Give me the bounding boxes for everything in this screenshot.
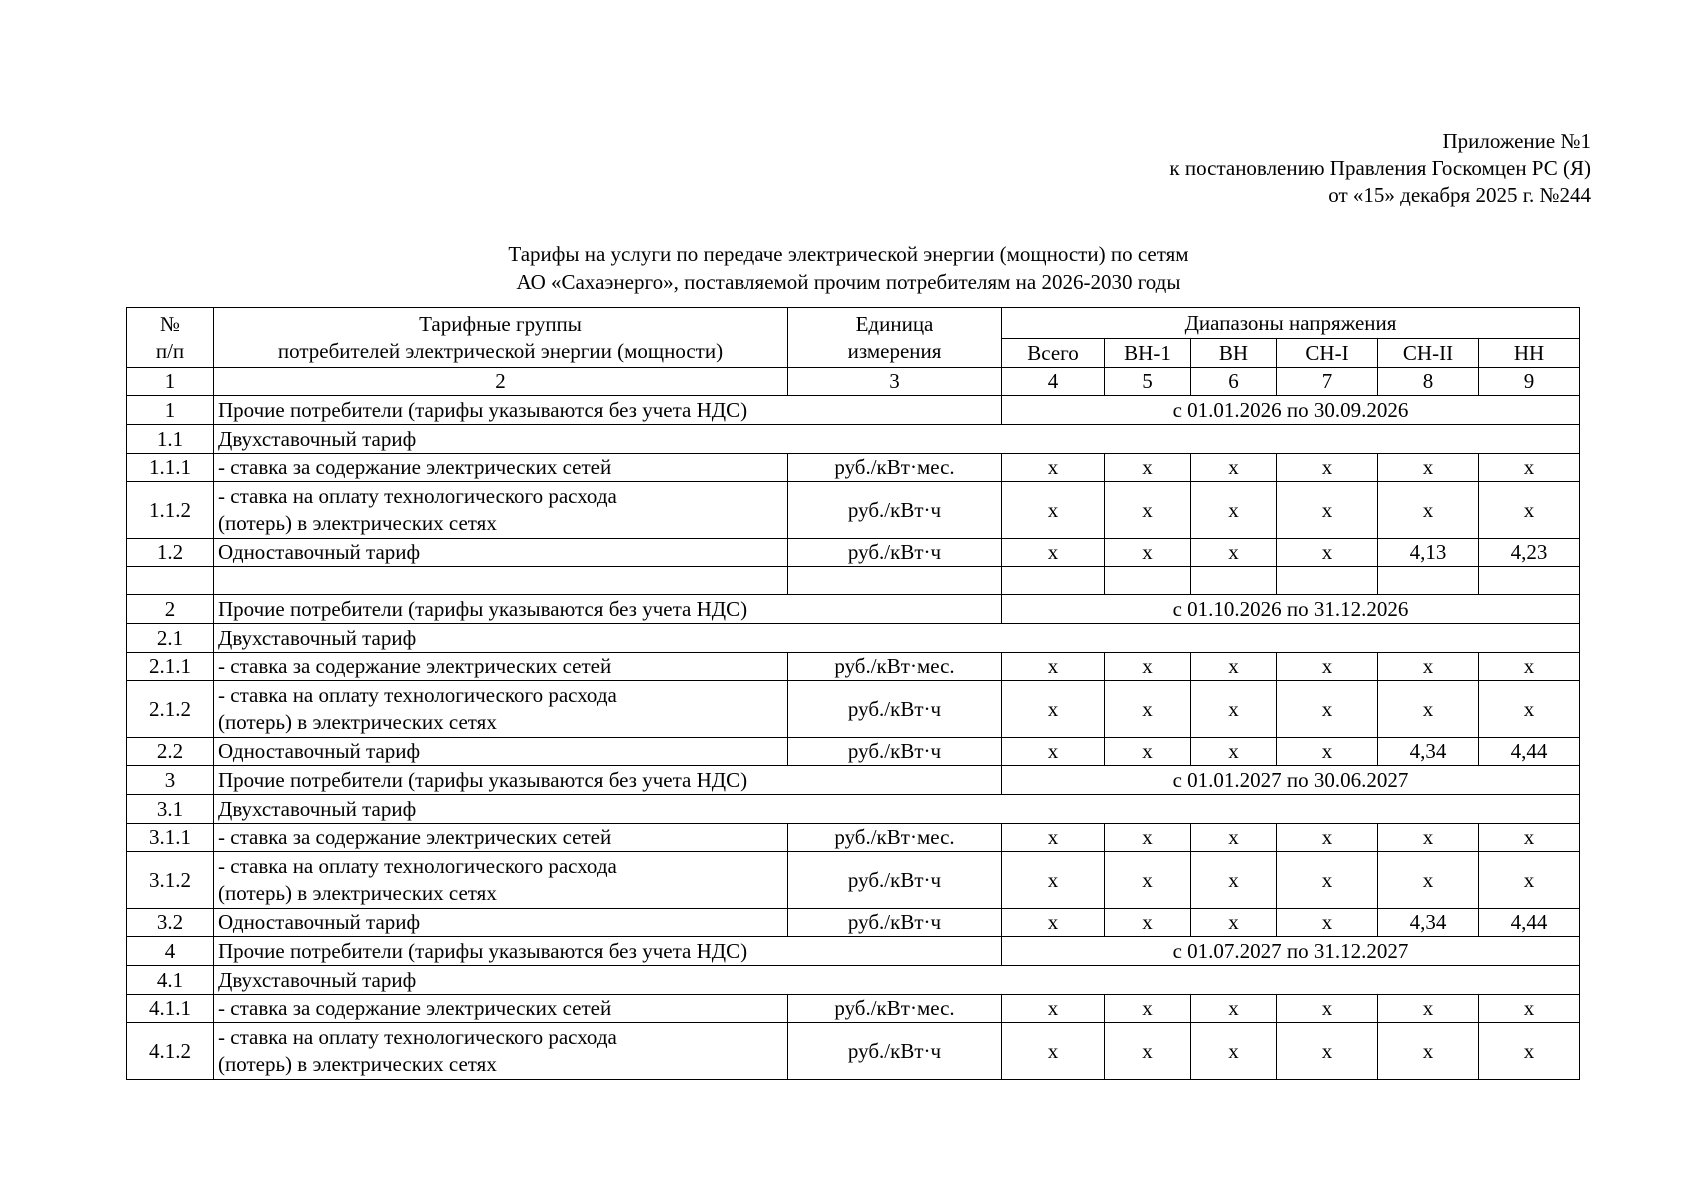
- column-index: 8: [1378, 368, 1479, 396]
- rate-value: х: [1479, 1023, 1580, 1080]
- one-rate-value: 4,44: [1479, 909, 1580, 937]
- range-column-header: НН: [1479, 339, 1580, 368]
- section-title: Прочие потребители (тарифы указываются без учета НДС): [214, 396, 1002, 425]
- rate-value: х: [1105, 454, 1191, 482]
- rate-value: х: [1191, 852, 1277, 909]
- one-rate-value: х: [1002, 539, 1105, 567]
- two-rate-row: [127, 966, 1580, 995]
- rate-value: х: [1191, 653, 1277, 681]
- rate-description-line-1: - ставка на оплату технологического расхода: [218, 1025, 617, 1049]
- tariff-rate-row: [127, 995, 1580, 1023]
- section-period: с 01.07.2027 по 31.12.2027: [1002, 937, 1580, 966]
- rate-description: [214, 681, 788, 738]
- one-rate-label: Одноставочный тариф: [214, 909, 788, 937]
- rate-value: х: [1277, 653, 1378, 681]
- one-rate-value: х: [1191, 539, 1277, 567]
- rate-description-line-2: (потерь) в электрических сетях: [218, 710, 497, 734]
- empty-cell: [1277, 567, 1378, 595]
- rate-unit: руб./кВт·ч: [788, 1023, 1002, 1080]
- section-number: 2: [127, 595, 214, 624]
- two-rate-number: 2.1: [127, 624, 214, 653]
- rate-description: [214, 824, 788, 852]
- rate-value: х: [1191, 482, 1277, 539]
- one-rate-number: 3.2: [127, 909, 214, 937]
- header-number-line-1: №: [159, 311, 181, 336]
- two-rate-number: 3.1: [127, 795, 214, 824]
- rate-value: х: [1277, 1023, 1378, 1080]
- tariff-table: [126, 307, 1580, 1080]
- rate-value: х: [1277, 852, 1378, 909]
- rate-value: х: [1378, 995, 1479, 1023]
- rate-description-line-1: - ставка на оплату технологического расхода: [218, 484, 617, 508]
- section-period: с 01.01.2027 по 30.06.2027: [1002, 766, 1580, 795]
- one-rate-value: х: [1002, 909, 1105, 937]
- section-period: с 01.10.2026 по 31.12.2026: [1002, 595, 1580, 624]
- one-rate-row: [127, 738, 1580, 766]
- rate-description-line-2: (потерь) в электрических сетях: [218, 1052, 497, 1076]
- one-rate-value: 4,34: [1378, 909, 1479, 937]
- section-row: [127, 937, 1580, 966]
- tariff-rate-row: [127, 1023, 1580, 1080]
- rate-description: [214, 995, 788, 1023]
- rate-description: [214, 852, 788, 909]
- rate-number: 4.1.1: [127, 995, 214, 1023]
- rate-number: 1.1.2: [127, 482, 214, 539]
- rate-value: х: [1378, 482, 1479, 539]
- empty-cell: [127, 567, 214, 595]
- rate-value: х: [1191, 1023, 1277, 1080]
- one-rate-value: 4,44: [1479, 738, 1580, 766]
- rate-number: 1.1.1: [127, 454, 214, 482]
- one-rate-value: х: [1277, 909, 1378, 937]
- two-rate-row: [127, 624, 1580, 653]
- two-rate-label: Двухставочный тариф: [214, 425, 1580, 454]
- tariff-rate-row: [127, 824, 1580, 852]
- rate-value: х: [1002, 1023, 1105, 1080]
- section-row: [127, 396, 1580, 425]
- rate-value: х: [1479, 681, 1580, 738]
- one-rate-row: [127, 909, 1580, 937]
- rate-value: х: [1191, 824, 1277, 852]
- rate-unit: руб./кВт·мес.: [788, 653, 1002, 681]
- section-title: Прочие потребители (тарифы указываются без учета НДС): [214, 937, 1002, 966]
- one-rate-value: х: [1277, 539, 1378, 567]
- tariff-rate-row: [127, 454, 1580, 482]
- rate-value: х: [1277, 482, 1378, 539]
- range-column-header: ВН: [1191, 339, 1277, 368]
- rate-value: х: [1105, 681, 1191, 738]
- header-number-line-2: п/п: [155, 338, 185, 363]
- one-rate-value: х: [1277, 738, 1378, 766]
- rate-value: х: [1378, 852, 1479, 909]
- rate-value: х: [1191, 995, 1277, 1023]
- rate-description-line-1: - ставка за содержание электрических сетей: [218, 455, 612, 479]
- two-rate-row: [127, 795, 1580, 824]
- column-index: 7: [1277, 368, 1378, 396]
- rate-value: х: [1002, 824, 1105, 852]
- rate-value: х: [1378, 681, 1479, 738]
- rate-description-line-1: - ставка за содержание электрических сетей: [218, 825, 612, 849]
- document-title-line-1: Тарифы на услуги по передаче электрической энергии (мощности) по сетям: [508, 242, 1189, 266]
- empty-cell: [788, 567, 1002, 595]
- document-title: [0, 240, 1697, 296]
- section-title: Прочие потребители (тарифы указываются без учета НДС): [214, 766, 1002, 795]
- header-groups-line-2: потребителей электрической энергии (мощности): [277, 338, 724, 363]
- tariff-rate-row: [127, 653, 1580, 681]
- rate-number: 2.1.1: [127, 653, 214, 681]
- section-row: [127, 595, 1580, 624]
- column-index: 1: [127, 368, 214, 396]
- rate-description-line-1: - ставка за содержание электрических сетей: [218, 654, 612, 678]
- empty-cell: [214, 567, 788, 595]
- rate-value: х: [1479, 995, 1580, 1023]
- rate-description: [214, 482, 788, 539]
- one-rate-unit: руб./кВт·ч: [788, 909, 1002, 937]
- two-rate-label: Двухставочный тариф: [214, 966, 1580, 995]
- one-rate-unit: руб./кВт·ч: [788, 738, 1002, 766]
- rate-description-line-2: (потерь) в электрических сетях: [218, 511, 497, 535]
- rate-value: х: [1479, 653, 1580, 681]
- rate-value: х: [1002, 454, 1105, 482]
- rate-value: х: [1378, 824, 1479, 852]
- rate-description: [214, 1023, 788, 1080]
- rate-value: х: [1105, 824, 1191, 852]
- rate-unit: руб./кВт·ч: [788, 482, 1002, 539]
- annex-block: [1169, 128, 1591, 209]
- annex-title: Приложение №1: [1442, 129, 1591, 153]
- one-rate-number: 2.2: [127, 738, 214, 766]
- rate-value: х: [1277, 454, 1378, 482]
- empty-cell: [1378, 567, 1479, 595]
- one-rate-unit: руб./кВт·ч: [788, 539, 1002, 567]
- one-rate-value: х: [1191, 738, 1277, 766]
- column-index: 9: [1479, 368, 1580, 396]
- rate-value: х: [1277, 995, 1378, 1023]
- header-unit-line-1: Единица: [855, 311, 934, 336]
- rate-value: х: [1191, 681, 1277, 738]
- two-rate-number: 4.1: [127, 966, 214, 995]
- section-number: 4: [127, 937, 214, 966]
- rate-unit: руб./кВт·ч: [788, 681, 1002, 738]
- annex-reference: к постановлению Правления Госкомцен РС (Я): [1169, 156, 1591, 180]
- tariff-rate-row: [127, 482, 1580, 539]
- tariff-rate-row: [127, 681, 1580, 738]
- one-rate-label: Одноставочный тариф: [214, 738, 788, 766]
- one-rate-value: х: [1191, 909, 1277, 937]
- tariff-rate-row: [127, 852, 1580, 909]
- two-rate-label: Двухставочный тариф: [214, 624, 1580, 653]
- rate-unit: руб./кВт·мес.: [788, 454, 1002, 482]
- rate-value: х: [1002, 995, 1105, 1023]
- annex-date: от «15» декабря 2025 г. №244: [1328, 183, 1591, 207]
- empty-cell: [1002, 567, 1105, 595]
- rate-value: х: [1105, 1023, 1191, 1080]
- section-number: 3: [127, 766, 214, 795]
- one-rate-value: 4,13: [1378, 539, 1479, 567]
- rate-unit: руб./кВт·ч: [788, 852, 1002, 909]
- rate-value: х: [1002, 681, 1105, 738]
- column-index: 6: [1191, 368, 1277, 396]
- rate-number: 4.1.2: [127, 1023, 214, 1080]
- column-index: 5: [1105, 368, 1191, 396]
- header-unit-line-2: измерения: [847, 338, 942, 363]
- empty-cell: [1191, 567, 1277, 595]
- rate-value: х: [1277, 681, 1378, 738]
- header-number: [127, 308, 214, 368]
- rate-description-line-1: - ставка на оплату технологического расхода: [218, 683, 617, 707]
- header-tariff-groups: [214, 308, 788, 368]
- column-index-row: [127, 368, 1580, 396]
- header-groups-line-1: Тарифные группы: [419, 311, 582, 336]
- one-rate-value: х: [1105, 909, 1191, 937]
- one-rate-value: х: [1105, 738, 1191, 766]
- one-rate-row: [127, 539, 1580, 567]
- rate-value: х: [1277, 824, 1378, 852]
- empty-cell: [1479, 567, 1580, 595]
- rate-value: х: [1002, 482, 1105, 539]
- column-index: 4: [1002, 368, 1105, 396]
- rate-value: х: [1105, 995, 1191, 1023]
- rate-value: х: [1105, 653, 1191, 681]
- section-row: [127, 766, 1580, 795]
- range-column-header: Всего: [1002, 339, 1105, 368]
- section-number: 1: [127, 396, 214, 425]
- rate-number: 3.1.2: [127, 852, 214, 909]
- rate-value: х: [1002, 653, 1105, 681]
- rate-value: х: [1105, 482, 1191, 539]
- range-column-header: ВН-1: [1105, 339, 1191, 368]
- one-rate-number: 1.2: [127, 539, 214, 567]
- two-rate-label: Двухставочный тариф: [214, 795, 1580, 824]
- rate-value: х: [1002, 852, 1105, 909]
- section-period: с 01.01.2026 по 30.09.2026: [1002, 396, 1580, 425]
- one-rate-value: 4,23: [1479, 539, 1580, 567]
- rate-unit: руб./кВт·мес.: [788, 824, 1002, 852]
- empty-cell: [1105, 567, 1191, 595]
- column-index: 2: [214, 368, 788, 396]
- rate-description-line-1: - ставка за содержание электрических сетей: [218, 996, 612, 1020]
- header-row-1: [127, 308, 1580, 339]
- rate-value: х: [1479, 852, 1580, 909]
- rate-description: [214, 454, 788, 482]
- range-column-header: СН-II: [1378, 339, 1479, 368]
- rate-number: 3.1.1: [127, 824, 214, 852]
- rate-value: х: [1378, 653, 1479, 681]
- rate-unit: руб./кВт·мес.: [788, 995, 1002, 1023]
- rate-description-line-1: - ставка на оплату технологического расхода: [218, 854, 617, 878]
- section-title: Прочие потребители (тарифы указываются без учета НДС): [214, 595, 1002, 624]
- rate-number: 2.1.2: [127, 681, 214, 738]
- one-rate-value: х: [1105, 539, 1191, 567]
- rate-value: х: [1191, 454, 1277, 482]
- rate-value: х: [1479, 454, 1580, 482]
- document-title-line-2: АО «Сахаэнерго», поставляемой прочим потребителям на 2026-2030 годы: [516, 270, 1181, 294]
- rate-value: х: [1479, 482, 1580, 539]
- header-unit: [788, 308, 1002, 368]
- rate-description: [214, 653, 788, 681]
- one-rate-label: Одноставочный тариф: [214, 539, 788, 567]
- rate-value: х: [1105, 852, 1191, 909]
- rate-value: х: [1479, 824, 1580, 852]
- range-column-header: СН-I: [1277, 339, 1378, 368]
- rate-value: х: [1378, 1023, 1479, 1080]
- rate-value: х: [1378, 454, 1479, 482]
- empty-row: [127, 567, 1580, 595]
- rate-description-line-2: (потерь) в электрических сетях: [218, 881, 497, 905]
- two-rate-number: 1.1: [127, 425, 214, 454]
- header-voltage-ranges: Диапазоны напряжения: [1002, 308, 1580, 339]
- two-rate-row: [127, 425, 1580, 454]
- one-rate-value: х: [1002, 738, 1105, 766]
- one-rate-value: 4,34: [1378, 738, 1479, 766]
- column-index: 3: [788, 368, 1002, 396]
